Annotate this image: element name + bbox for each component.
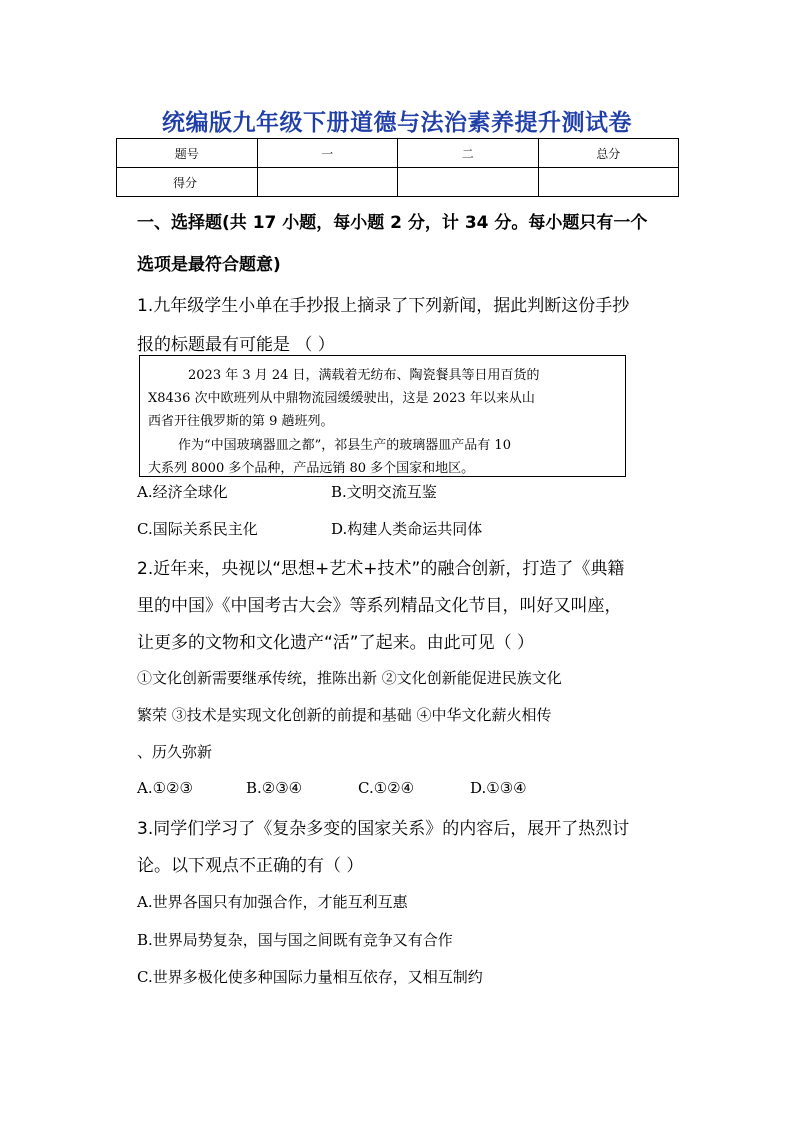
q2-stem-line2: 里的中国》《中国考古大会》等系列精品文化节目，叫好又叫座， <box>137 596 622 616</box>
q2-option-b[interactable]: B.②③④ <box>246 779 303 797</box>
news-excerpt-box <box>139 355 626 477</box>
news-line-5: 大系列 8000 多个品种，产品远销 80 多个国家和地区。 <box>148 461 475 476</box>
score-cell-total <box>538 168 679 197</box>
score-table <box>116 138 679 197</box>
score-table-header-row <box>117 139 679 168</box>
score-cell-part-one <box>257 168 398 197</box>
header-cell-part-two: 二 <box>398 139 539 168</box>
q3-option-c[interactable]: C.世界多极化使多种国际力量相互依存，又相互制约 <box>137 968 483 986</box>
q2-stem-line1: 2.近年来，央视以“思想+艺术+技术”的融合创新，打造了《典籍 <box>137 559 625 579</box>
q1-option-a[interactable]: A.经济全球化 <box>137 483 228 501</box>
section-heading-line2: 选项是最符合题意) <box>137 255 281 275</box>
q2-statement-line1: ①文化创新需要继承传统，推陈出新 ②文化创新能促进民族文化 <box>137 669 562 687</box>
news-line-2: X8436 次中欧班列从中鼎物流园缓缓驶出，这是 2023 年以来从山 <box>148 391 535 406</box>
q3-option-a[interactable]: A.世界各国只有加强合作，才能互利互惠 <box>137 893 408 911</box>
q2-option-d[interactable]: D.①③④ <box>470 779 527 797</box>
q2-option-a[interactable]: A.①②③ <box>137 779 193 797</box>
q3-stem-line1: 3.同学们学习了《复杂多变的国家关系》的内容后，展开了热烈讨 <box>137 819 630 839</box>
q2-stem-line3: 让更多的文物和文化遗产“活”了起来。由此可见（ ） <box>137 633 535 653</box>
q2-statement-line2: 繁荣 ③技术是实现文化创新的前提和基础 ④中华文化薪火相传 <box>137 706 552 724</box>
score-cell-part-two <box>398 168 539 197</box>
header-cell-part-one: 一 <box>257 139 398 168</box>
q1-option-b[interactable]: B.文明交流互鉴 <box>331 483 437 501</box>
header-cell-total: 总分 <box>538 139 679 168</box>
q3-stem-line2: 论。以下观点不正确的有（ ） <box>137 856 364 876</box>
section-heading-line1: 一、选择题(共 17 小题，每小题 2 分，计 34 分。每小题只有一个 <box>137 213 648 233</box>
q1-stem-line2: 报的标题最有可能是 （ ） <box>137 335 335 355</box>
header-cell-number: 题号 <box>117 139 258 168</box>
q2-statement-line3: 、历久弥新 <box>137 743 213 761</box>
score-row-label: 得分 <box>117 168 258 197</box>
exam-title: 统编版九年级下册道德与法治素养提升测试卷 <box>162 110 632 136</box>
news-line-3: 西省开往俄罗斯的第 9 趟班列。 <box>148 414 334 429</box>
q1-stem-line1: 1.九年级学生小单在手抄报上摘录了下列新闻，据此判断这份手抄 <box>137 296 630 316</box>
q1-option-d[interactable]: D.构建人类命运共同体 <box>331 520 483 538</box>
q1-option-c[interactable]: C.国际关系民主化 <box>137 520 258 538</box>
news-line-1: 2023 年 3 月 24 日，满载着无纺布、陶瓷餐具等日用百货的 <box>188 368 540 383</box>
q3-option-b[interactable]: B.世界局势复杂，国与国之间既有竞争又有合作 <box>137 931 453 949</box>
news-line-4: 作为“中国玻璃器皿之都”，祁县生产的玻璃器皿产品有 10 <box>178 438 511 453</box>
score-table-score-row <box>117 168 679 197</box>
q2-option-c[interactable]: C.①②④ <box>358 779 415 797</box>
